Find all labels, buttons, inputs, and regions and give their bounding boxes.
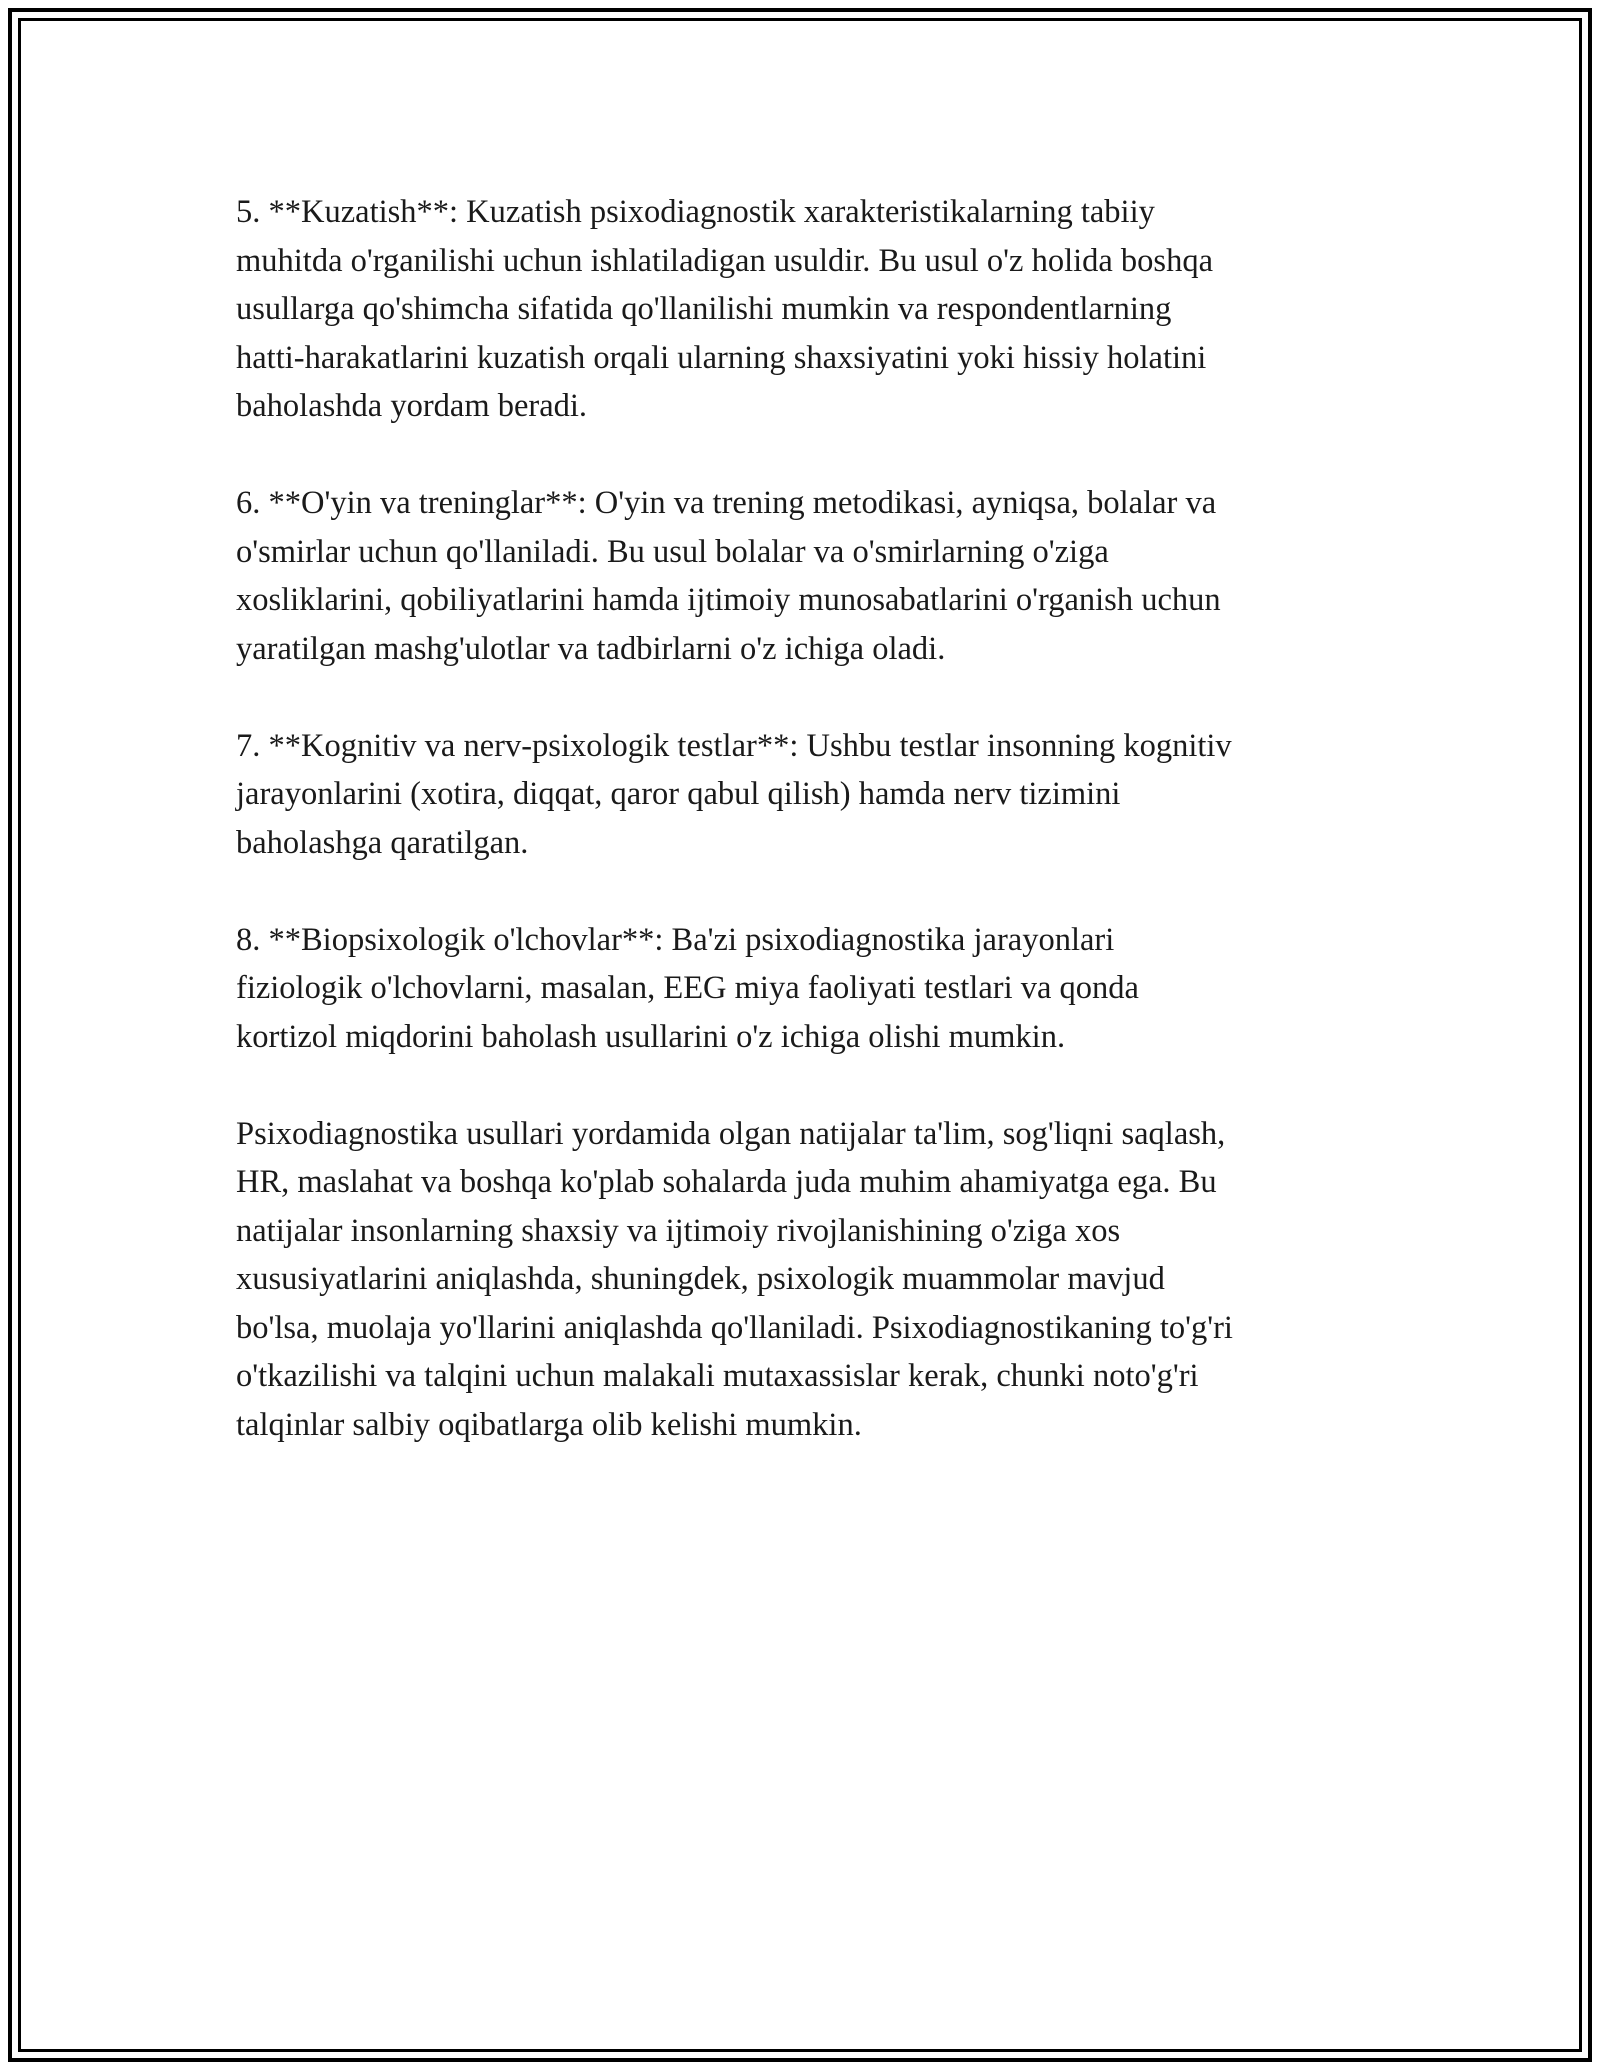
paragraph-kuzatish: 5. **Kuzatish**: Kuzatish psixodiagnostik xarakteristikalarning tabiiy muhitda o'rganilishi uchun ishlatiladigan usuldir. Bu usul o'z holida boshqa usullarga qo'shimcha sifatida qo'llanilishi mumkin va respondentlarning hatti-harakatlarini kuzatish orqali ularning shaxsiyatini yoki hissiy holatini baholashda yordam beradi.	[236, 194, 1213, 424]
paragraph-conclusion: Psixodiagnostika usullari yordamida olgan natijalar ta'lim, sog'liqni saqlash, HR, maslahat va boshqa ko'plab sohalarda juda muhim ahamiyatga ega. Bu natijalar insonlarning shaxsiy va ijtimoiy rivojlanishining o'ziga xos xususiyatlarini aniqlashda, shuningdek, psixologik muammolar mavjud bo'lsa, muolaja yo'llarini aniqlashda qo'llaniladi. Psixodiagnostikaning to'g'ri o'tkazilishi va talqini uchun malakali mutaxassislar kerak, chunki noto'g'ri talqinlar salbiy oqibatlarga olib kelishi mumkin.	[236, 1115, 1233, 1443]
paragraph-oyin-va-treninglar: 6. **O'yin va treninglar**: O'yin va trening metodikasi, ayniqsa, bolalar va o'smirlar uchun qo'llaniladi. Bu usul bolalar va o'smirlarning o'ziga xosliklarini, qobiliyatlarini hamda ijtimoiy munosabatlarini o'rganish uchun yaratilgan mashg'ulotlar va tadbirlarni o'z ichiga oladi.	[236, 485, 1221, 667]
paragraph-biopsixologik-olchovlar: 8. **Biopsixologik o'lchovlar**: Ba'zi psixodiagnostika jarayonlari fiziologik o'lchovlarni, masalan, EEG miya faoliyati testlari va qonda kortizol miqdorini baholash usullarini o'z ichiga olishi mumkin.	[236, 921, 1139, 1055]
paragraph-kognitiv-testlar: 7. **Kognitiv va nerv-psixologik testlar**: Ushbu testlar insonning kognitiv jarayonlarini (xotira, diqqat, qaror qabul qilish) hamda nerv tizimini baholashga qaratilgan.	[236, 727, 1232, 861]
document-body	[236, 188, 1376, 1498]
